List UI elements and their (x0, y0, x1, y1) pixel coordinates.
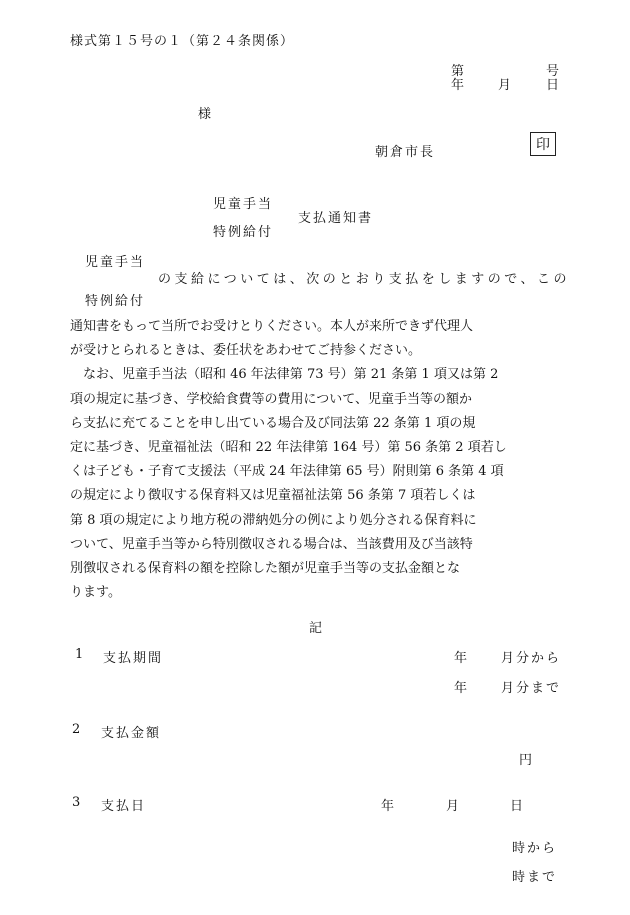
opening-text: の支給については、次のとおり支払をしますので、この (158, 272, 570, 287)
period-month-from: 月分から (501, 651, 562, 666)
body-line: が受けとられるときは、委任状をあわせてご持参ください。 (70, 343, 422, 359)
payment-period-label: 支払期間 (103, 651, 164, 666)
body-line: なお、児童手当法（昭和 46 年法律第 73 号）第 21 条第 1 項又は第 2 (70, 367, 499, 383)
payment-date-day: 日 (510, 799, 524, 814)
form-number: 様式第１５号の１（第２４条関係） (70, 34, 295, 49)
date-month: 月 (498, 78, 512, 93)
period-year-to: 年 (454, 681, 468, 696)
body-line: くは子ども・子育て支援法（平成 24 年法律第 65 号）附則第 6 条第 4 項 (70, 464, 504, 480)
body-line: 通知書をもって当所でお受けとりください。本人が来所できず代理人 (70, 319, 474, 334)
recipient-honorific: 様 (198, 107, 212, 122)
amount-yen-unit: 円 (519, 753, 533, 768)
body-line: 項の規定に基づき、学校給食費等の費用について、児童手当等の額か (70, 391, 472, 407)
body-line: の規定により徴収する保育料又は児童福祉法第 56 条第 7 項若しくは (70, 488, 476, 504)
item-number: 3 (72, 795, 81, 810)
notice-body (70, 315, 562, 605)
body-line: ついて、児童手当等から特別徴収される場合は、当該費用及び当該特 (70, 536, 473, 552)
title-child-allowance: 児童手当 (213, 197, 274, 212)
period-month-to: 月分まで (501, 681, 562, 696)
date-day: 日 (546, 78, 560, 93)
issuer-name: 朝倉市長 (375, 145, 436, 160)
title-special-benefit: 特例給付 (213, 225, 274, 240)
body-line: ります。 (70, 585, 121, 601)
time-from: 時から (512, 841, 558, 856)
body-line: ら支払に充てることを申し出ている場合及び同法第 22 条第 1 項の規 (70, 415, 476, 431)
opening-special-benefit: 特例給付 (85, 294, 146, 309)
date-year: 年 (451, 78, 465, 93)
body-line: 定に基づき、児童福祉法（昭和 22 年法律第 164 号）第 56 条第 2 項若し (70, 440, 507, 456)
page-title: 支払通知書 (298, 211, 374, 226)
time-to: 時まで (512, 870, 558, 885)
body-line: 別徴収される保育料の額を控除した額が児童手当等の支払金額とな (70, 561, 461, 577)
item-number: 1 (75, 647, 84, 662)
payment-date-year: 年 (381, 799, 395, 814)
payment-date-month: 月 (446, 799, 460, 814)
item-number: 2 (72, 722, 81, 737)
ki-marker: 記 (309, 621, 323, 636)
period-year-from: 年 (454, 651, 468, 666)
doc-number-suffix: 号 (546, 64, 560, 79)
payment-amount-label: 支払金額 (101, 726, 162, 741)
body-line: 第 8 項の規定により地方税の滞納処分の例により処分される保育料に (70, 512, 477, 528)
seal-box: 印 (530, 132, 556, 156)
opening-child-allowance: 児童手当 (85, 255, 146, 270)
doc-number-prefix: 第 (451, 64, 465, 79)
payment-date-label: 支払日 (101, 799, 147, 814)
